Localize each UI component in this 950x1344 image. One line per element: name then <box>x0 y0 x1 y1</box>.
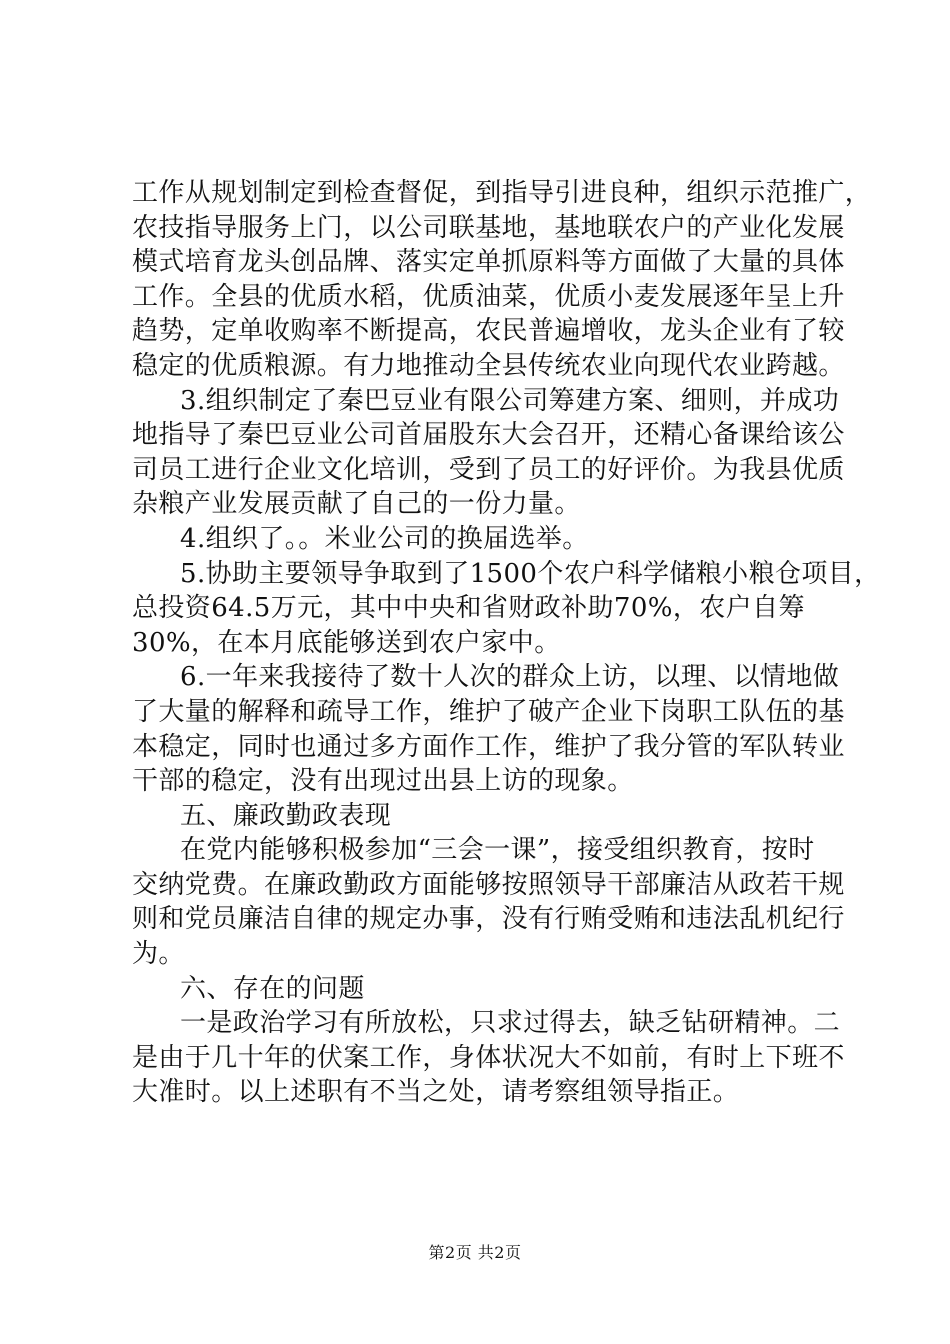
text-line: 趋势，定单收购率不断提高，农民普遍增收，龙头企业有了较 <box>132 316 845 347</box>
document-body <box>132 176 881 1110</box>
text-line: 30%，在本月底能够送到农户家中。 <box>132 627 561 658</box>
text-line: 总投资64.5万元，其中中央和省财政补助70%，农户自筹 <box>132 593 805 624</box>
text-line: 一是政治学习有所放松，只求过得去，缺乏钻研精神。二 <box>180 1008 841 1039</box>
text-line: 工作从规划制定到检查督促，到指导引进良种，组织示范推广， <box>132 178 872 208</box>
text-line: 五、廉政勤政表现 <box>180 800 392 831</box>
page-footer: 第2页 共2页 <box>428 1243 522 1262</box>
text-line: 是由于几十年的伏案工作，身体状况大不如前，有时上下班不 <box>132 1042 845 1073</box>
text-line: 模式培育龙头创品牌、落实定单抓原料等方面做了大量的具体 <box>132 247 845 278</box>
text-line: 则和党员廉洁自律的规定办事，没有行贿受贿和违法乱机纪行 <box>132 904 845 935</box>
text-line: 地指导了秦巴豆业公司首届股东大会召开，还精心备课给该公 <box>132 420 845 451</box>
text-line: 为。 <box>132 939 185 970</box>
text-line: 工作。全县的优质水稻，优质油菜，优质小麦发展逐年呈上升 <box>132 281 845 312</box>
text-line: 干部的稳定，没有出现过出县上访的现象。 <box>132 766 634 797</box>
text-line: 在党内能够积极参加“三会一课”，接受组织教育，按时 <box>180 835 815 866</box>
text-line: 农技指导服务上门，以公司联基地，基地联农户的产业化发展 <box>132 212 845 243</box>
text-line: 交纳党费。在廉政勤政方面能够按照领导干部廉洁从政若干规 <box>132 869 845 900</box>
text-line: 本稳定，同时也通过多方面作工作，维护了我分管的军队转业 <box>132 731 845 762</box>
text-line: 6.一年来我接待了数十人次的群众上访，以理、以情地做 <box>180 662 840 693</box>
text-line: 3.组织制定了秦巴豆业有限公司筹建方案、细则，并成功 <box>180 385 840 416</box>
text-line: 杂粮产业发展贡献了自己的一份力量。 <box>132 489 581 520</box>
text-line: 4.组织了。。米业公司的换届选举。 <box>180 523 589 554</box>
text-line: 5.协助主要领导争取到了1500个农户科学储粮小粮仓项目， <box>180 558 881 589</box>
text-line: 大准时。以上述职有不当之处，请考察组领导指正。 <box>132 1077 740 1108</box>
text-line: 司员工进行企业文化培训，受到了员工的好评价。为我县优质 <box>132 454 845 485</box>
text-line: 六、存在的问题 <box>180 973 365 1004</box>
text-line: 了大量的解释和疏导工作，维护了破产企业下岗职工队伍的基 <box>132 696 845 727</box>
text-line: 稳定的优质粮源。有力地推动全县传统农业向现代农业跨越。 <box>132 350 845 381</box>
